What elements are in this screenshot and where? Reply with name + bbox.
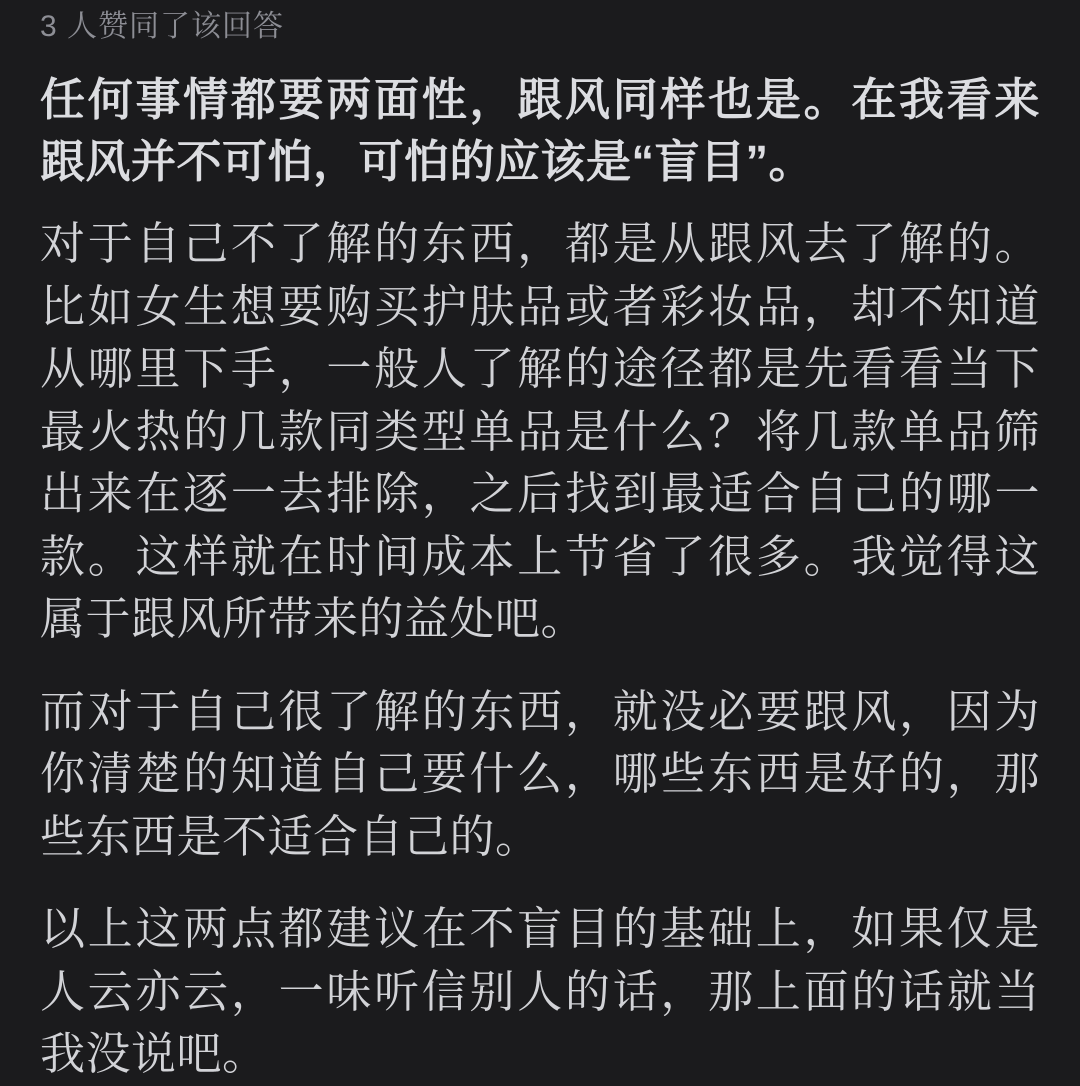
answer-paragraph-3: 以上这两点都建议在不盲目的基础上，如果仅是人云亦云，一味听信别人的话，那上面的话就当我没说吧。 <box>40 903 1040 1079</box>
answer-paragraph-1: 对于自己不了解的东西，都是从跟风去了解的。比如女生想要购买护肤品或者彩妆品，却不知道从哪里下手，一般人了解的途径都是先看看当下最火热的几款同类型单品是什么？将几款单品筛出来在逐一去排除，之后找到最适合自己的哪一款。这样就在时间成本上节省了很多。我觉得这属于跟风所带来的益处吧。 <box>40 218 1040 644</box>
answer-heading: 任何事情都要两面性，跟风同样也是。在我看来跟风并不可怕，可怕的应该是“盲目”。 <box>40 74 1040 187</box>
answer-paragraph-2: 而对于自己很了解的东西，就没必要跟风，因为你清楚的知道自己要什么，哪些东西是好的，那些东西是不适合自己的。 <box>40 685 1040 862</box>
upvote-count-text: 3 人赞同了该回答 <box>40 10 285 43</box>
